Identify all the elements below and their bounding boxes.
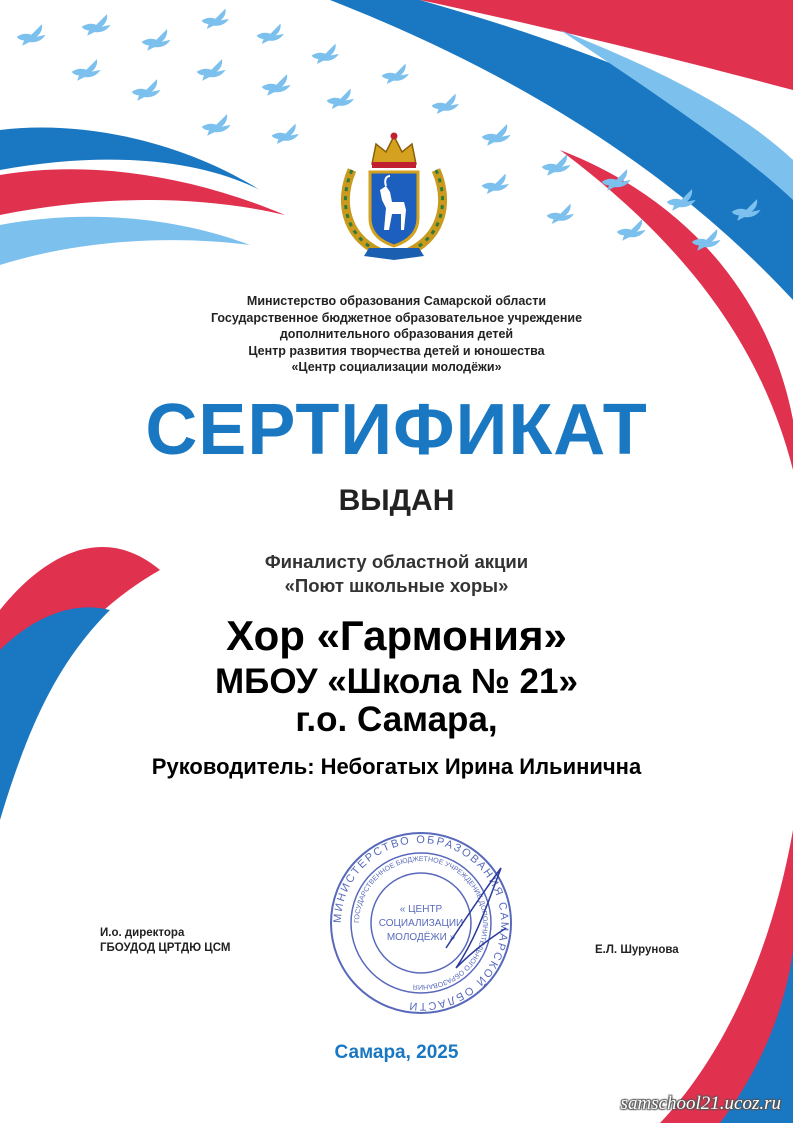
- recipient-city: г.о. Самара,: [295, 700, 498, 739]
- choir-leader: Руководитель: Небогатых Ирина Ильинична: [151, 754, 642, 779]
- organization-line: дополнительного образования детей: [279, 327, 514, 341]
- signatory-position: [100, 926, 230, 956]
- stamp-center-line: МОЛОДЁЖИ »: [386, 932, 456, 943]
- organization-line: Центр развития творчества детей и юношества: [248, 343, 545, 358]
- place-and-year: Самара, 2025: [334, 1042, 459, 1063]
- organization-line: «Центр социализации молодёжи»: [291, 360, 502, 374]
- finalist-line: Финалисту областной акции: [264, 551, 529, 572]
- stamp-outer-text: МИНИСТЕРСТВО ОБРАЗОВАНИЯ САМАРСКОЙ ОБЛАСТИ: [331, 833, 511, 1013]
- stamp-inner-text: ГОСУДАРСТВЕННОЕ БЮДЖЕТНОЕ УЧРЕЖДЕНИЕ ДОПОЛНИТЕЛЬНОГО ОБРАЗОВАНИЯ: [353, 855, 489, 991]
- stamp-center-line: « ЦЕНТР: [399, 904, 443, 915]
- certificate-title: СЕРТИФИКАТ: [145, 390, 648, 470]
- ribbon-red-left: [0, 169, 285, 215]
- signatory-organization: ГБОУДОД ЦРТДЮ ЦСМ: [100, 942, 231, 954]
- coat-of-arms-emblem: [334, 130, 454, 262]
- recipient-choir: Хор «Гармония»: [226, 612, 567, 659]
- recipient-school: МБОУ «Школа № 21»: [215, 662, 578, 701]
- ribbon-lightblue-left: [0, 217, 250, 265]
- website-watermark: samschool21.ucoz.ru: [620, 1093, 781, 1114]
- finalist-description: [0, 550, 793, 598]
- signatory-name: Е.Л. Шурунова: [595, 944, 679, 956]
- signatory-title: И.о. директора: [100, 927, 185, 939]
- stamp-center-line: СОЦИАЛИЗАЦИИ: [378, 918, 464, 929]
- official-stamp: [326, 828, 516, 1018]
- organization-header: [0, 293, 793, 376]
- issued-label: ВЫДАН: [338, 484, 455, 517]
- organization-line: Государственное бюджетное образовательное учреждение: [210, 310, 583, 325]
- event-name: «Поют школьные хоры»: [284, 575, 509, 596]
- organization-line: Министерство образования Самарской области: [246, 294, 547, 308]
